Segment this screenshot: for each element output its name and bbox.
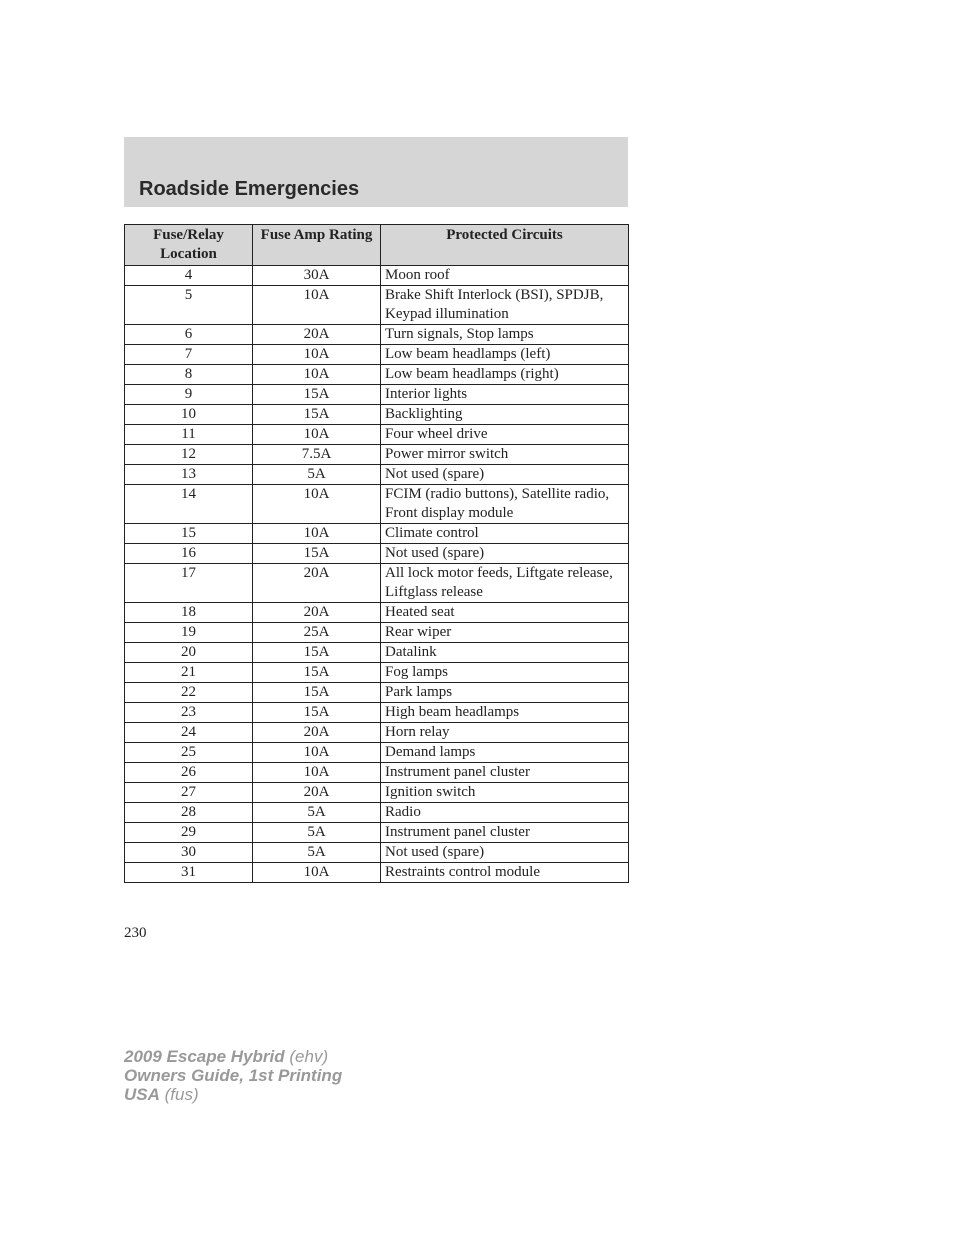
fuse-amp-cell: 20A: [253, 783, 381, 803]
fuse-amp-cell: 15A: [253, 683, 381, 703]
table-row: [125, 763, 629, 783]
fuse-amp-cell: 20A: [253, 603, 381, 623]
protected-circuit-cell: Not used (spare): [381, 544, 629, 564]
table-row: [125, 564, 629, 603]
fuse-amp-cell: 15A: [253, 663, 381, 683]
fuse-amp-cell: 10A: [253, 743, 381, 763]
fuse-location-cell: 14: [125, 485, 253, 524]
fuse-amp-cell: 5A: [253, 465, 381, 485]
fuse-amp-cell: 10A: [253, 345, 381, 365]
column-header-location-label: Fuse/Relay Location: [153, 227, 224, 262]
table-row: [125, 325, 629, 345]
table-header-row: [125, 225, 629, 266]
footer-market: USA: [124, 1085, 160, 1104]
protected-circuit-cell: Instrument panel cluster: [381, 763, 629, 783]
fuse-location-cell: 9: [125, 385, 253, 405]
footer-line-2: [124, 1066, 342, 1085]
fuse-amp-cell: 5A: [253, 823, 381, 843]
fuse-location-cell: 20: [125, 643, 253, 663]
table-row: [125, 266, 629, 286]
table-row: [125, 643, 629, 663]
table-row: [125, 623, 629, 643]
footer-line-3: [124, 1085, 342, 1104]
protected-circuit-cell: Turn signals, Stop lamps: [381, 325, 629, 345]
fuse-amp-cell: 10A: [253, 524, 381, 544]
protected-circuit-cell: Backlighting: [381, 405, 629, 425]
fuse-amp-cell: 15A: [253, 385, 381, 405]
footer-line-1: [124, 1047, 342, 1066]
protected-circuit-cell: Datalink: [381, 643, 629, 663]
table-row: [125, 405, 629, 425]
protected-circuit-cell: Heated seat: [381, 603, 629, 623]
table-row: [125, 365, 629, 385]
protected-circuit-cell: Instrument panel cluster: [381, 823, 629, 843]
fuse-amp-cell: 20A: [253, 325, 381, 345]
fuse-location-cell: 7: [125, 345, 253, 365]
table-row: [125, 286, 629, 325]
fuse-location-cell: 11: [125, 425, 253, 445]
protected-circuit-cell: Not used (spare): [381, 465, 629, 485]
fuse-location-cell: 15: [125, 524, 253, 544]
table-row: [125, 603, 629, 623]
column-header-amp-label: Fuse Amp Rating: [260, 227, 373, 243]
protected-circuit-cell: Climate control: [381, 524, 629, 544]
fuse-amp-cell: 7.5A: [253, 445, 381, 465]
table-row: [125, 465, 629, 485]
fuse-location-cell: 26: [125, 763, 253, 783]
column-header-circuits-label: Protected Circuits: [446, 227, 563, 243]
table-row: [125, 723, 629, 743]
fuse-amp-cell: 10A: [253, 425, 381, 445]
footer-guide: Owners Guide, 1st Printing: [124, 1066, 343, 1085]
protected-circuit-cell: Brake Shift Interlock (BSI), SPDJB, Keypad illumination: [381, 286, 629, 325]
fuse-location-cell: 13: [125, 465, 253, 485]
table-row: [125, 703, 629, 723]
protected-circuit-cell: Moon roof: [381, 266, 629, 286]
fuse-amp-cell: 10A: [253, 485, 381, 524]
protected-circuit-cell: High beam headlamps: [381, 703, 629, 723]
fuse-location-cell: 5: [125, 286, 253, 325]
fuse-amp-cell: 5A: [253, 803, 381, 823]
protected-circuit-cell: Not used (spare): [381, 843, 629, 863]
fuse-location-cell: 23: [125, 703, 253, 723]
footer: [124, 1047, 342, 1104]
protected-circuit-cell: Park lamps: [381, 683, 629, 703]
fuse-table: [124, 224, 629, 883]
section-title: Roadside Emergencies: [139, 178, 360, 200]
footer-model-code: (ehv): [289, 1047, 329, 1066]
column-header-amp: [253, 225, 381, 266]
protected-circuit-cell: Low beam headlamps (left): [381, 345, 629, 365]
fuse-location-cell: 12: [125, 445, 253, 465]
fuse-location-cell: 17: [125, 564, 253, 603]
fuse-amp-cell: 5A: [253, 843, 381, 863]
fuse-table-body: [125, 266, 629, 883]
table-row: [125, 385, 629, 405]
table-row: [125, 425, 629, 445]
fuse-location-cell: 29: [125, 823, 253, 843]
fuse-amp-cell: 10A: [253, 863, 381, 883]
table-row: [125, 445, 629, 465]
fuse-amp-cell: 15A: [253, 703, 381, 723]
protected-circuit-cell: Restraints control module: [381, 863, 629, 883]
fuse-location-cell: 28: [125, 803, 253, 823]
fuse-amp-cell: 15A: [253, 544, 381, 564]
protected-circuit-cell: Four wheel drive: [381, 425, 629, 445]
protected-circuit-cell: All lock motor feeds, Liftgate release, Liftglass release: [381, 564, 629, 603]
fuse-location-cell: 19: [125, 623, 253, 643]
fuse-amp-cell: 25A: [253, 623, 381, 643]
protected-circuit-cell: Demand lamps: [381, 743, 629, 763]
fuse-location-cell: 27: [125, 783, 253, 803]
protected-circuit-cell: Rear wiper: [381, 623, 629, 643]
protected-circuit-cell: FCIM (radio buttons), Satellite radio, Front display module: [381, 485, 629, 524]
table-row: [125, 345, 629, 365]
column-header-circuits: [381, 225, 629, 266]
fuse-amp-cell: 30A: [253, 266, 381, 286]
fuse-amp-cell: 15A: [253, 405, 381, 425]
fuse-location-cell: 22: [125, 683, 253, 703]
table-row: [125, 524, 629, 544]
table-row: [125, 823, 629, 843]
fuse-amp-cell: 10A: [253, 286, 381, 325]
fuse-location-cell: 21: [125, 663, 253, 683]
protected-circuit-cell: Fog lamps: [381, 663, 629, 683]
fuse-amp-cell: 15A: [253, 643, 381, 663]
table-row: [125, 544, 629, 564]
fuse-location-cell: 24: [125, 723, 253, 743]
footer-market-code: (fus): [164, 1085, 199, 1104]
protected-circuit-cell: Interior lights: [381, 385, 629, 405]
protected-circuit-cell: Horn relay: [381, 723, 629, 743]
table-row: [125, 683, 629, 703]
fuse-location-cell: 10: [125, 405, 253, 425]
fuse-amp-cell: 10A: [253, 763, 381, 783]
table-row: [125, 803, 629, 823]
fuse-location-cell: 25: [125, 743, 253, 763]
protected-circuit-cell: Power mirror switch: [381, 445, 629, 465]
protected-circuit-cell: Radio: [381, 803, 629, 823]
fuse-amp-cell: 10A: [253, 365, 381, 385]
table-row: [125, 485, 629, 524]
table-row: [125, 843, 629, 863]
fuse-location-cell: 30: [125, 843, 253, 863]
fuse-location-cell: 4: [125, 266, 253, 286]
table-row: [125, 663, 629, 683]
footer-model: 2009 Escape Hybrid: [124, 1047, 285, 1066]
section-header: [124, 137, 628, 207]
fuse-amp-cell: 20A: [253, 564, 381, 603]
table-row: [125, 863, 629, 883]
table-row: [125, 743, 629, 763]
fuse-location-cell: 6: [125, 325, 253, 345]
table-row: [125, 783, 629, 803]
protected-circuit-cell: Ignition switch: [381, 783, 629, 803]
protected-circuit-cell: Low beam headlamps (right): [381, 365, 629, 385]
column-header-location: [125, 225, 253, 266]
fuse-location-cell: 31: [125, 863, 253, 883]
page-number: 230: [124, 925, 147, 941]
fuse-location-cell: 18: [125, 603, 253, 623]
fuse-location-cell: 8: [125, 365, 253, 385]
fuse-location-cell: 16: [125, 544, 253, 564]
fuse-amp-cell: 20A: [253, 723, 381, 743]
